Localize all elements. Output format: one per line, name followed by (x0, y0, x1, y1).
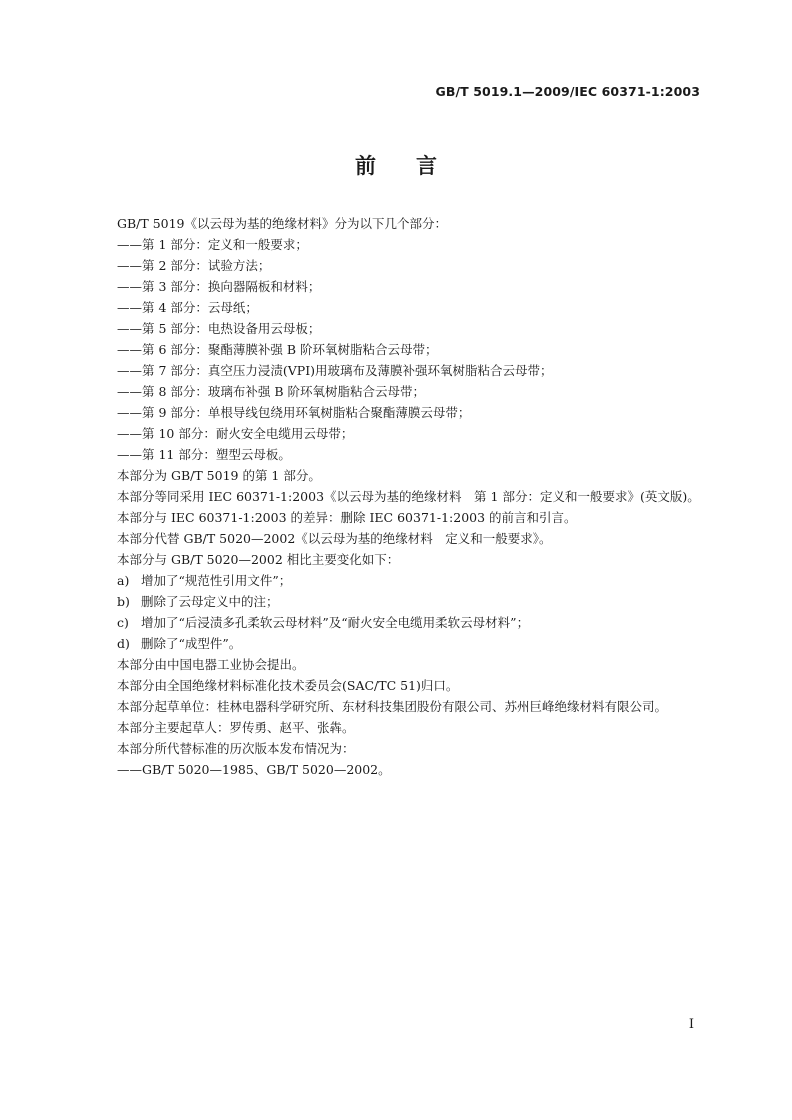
paragraph-line: 本部分与 GB/T 5020—2002 相比主要变化如下： (117, 552, 400, 567)
change-text: 增加了“后浸渍多孔柔软云母材料”及“耐火安全电缆用柔软云母材料”； (141, 615, 530, 630)
part-list-item: ——第 3 部分：换向器隔板和材料； (117, 279, 321, 294)
intro-line: GB/T 5019《以云母为基的绝缘材料》分为以下几个部分： (117, 216, 448, 231)
change-marker: d) (117, 636, 130, 651)
part-list-item: ——第 8 部分：玻璃布补强 B 阶环氧树脂粘合云母带； (117, 384, 426, 399)
change-item (117, 570, 757, 591)
foreword-body (117, 213, 757, 780)
change-marker: b) (117, 594, 130, 609)
paragraph-line: 本部分主要起草人：罗传勇、赵平、张犇。 (117, 720, 355, 735)
change-marker: a) (117, 573, 130, 588)
paragraph-line: 本部分与 IEC 60371-1:2003 的差异：删除 IEC 60371-1:2003 的前言和引言。 (117, 510, 577, 525)
change-text: 删除了云母定义中的注； (141, 594, 279, 609)
paragraph-line: 本部分所代替标准的历次版本发布情况为： (117, 741, 355, 756)
paragraph-line: 本部分由全国绝缘材料标准化技术委员会(SAC/TC 51)归口。 (117, 678, 459, 693)
paragraph-line: 本部分代替 GB/T 5020—2002《以云母为基的绝缘材料 定义和一般要求》。 (117, 531, 552, 546)
change-text: 删除了“成型件”。 (141, 636, 242, 651)
part-list-item: ——第 7 部分：真空压力浸渍(VPI)用玻璃布及薄膜补强环氧树脂粘合云母带； (117, 363, 553, 378)
paragraph-line: 本部分起草单位：桂林电器科学研究所、东材科技集团股份有限公司、苏州巨峰绝缘材料有限公司。 (117, 699, 668, 714)
part-list-item: ——第 11 部分：塑型云母板。 (117, 447, 291, 462)
page-number: I (688, 1017, 694, 1032)
part-list-item: ——第 6 部分：聚酯薄膜补强 B 阶环氧树脂粘合云母带； (117, 342, 438, 357)
part-list-item: ——第 10 部分：耐火安全电缆用云母带； (117, 426, 354, 441)
paragraph-line: 本部分等同采用 IEC 60371-1:2003《以云母为基的绝缘材料 第 1 部分：定义和一般要求》(英文版)。 (117, 489, 700, 504)
change-item (117, 612, 757, 633)
paragraph-line: 本部分由中国电器工业协会提出。 (117, 657, 305, 672)
change-marker: c) (117, 615, 129, 630)
standard-code: GB/T 5019.1—2009/IEC 60371-1:2003 (435, 84, 700, 99)
change-item (117, 591, 757, 612)
part-list-item: ——第 1 部分：定义和一般要求； (117, 237, 308, 252)
page-title: 前言 (355, 154, 477, 178)
change-text: 增加了“规范性引用文件”； (141, 573, 292, 588)
part-list-item: ——第 4 部分：云母纸； (117, 300, 258, 315)
part-list-item: ——第 9 部分：单根导线包绕用环氧树脂粘合聚酯薄膜云母带； (117, 405, 471, 420)
change-item (117, 633, 757, 654)
part-list-item: ——第 5 部分：电热设备用云母板； (117, 321, 321, 336)
history-list-item: ——GB/T 5020—1985、GB/T 5020—2002。 (117, 762, 391, 777)
part-list-item: ——第 2 部分：试验方法； (117, 258, 271, 273)
paragraph-line: 本部分为 GB/T 5019 的第 1 部分。 (117, 468, 321, 483)
